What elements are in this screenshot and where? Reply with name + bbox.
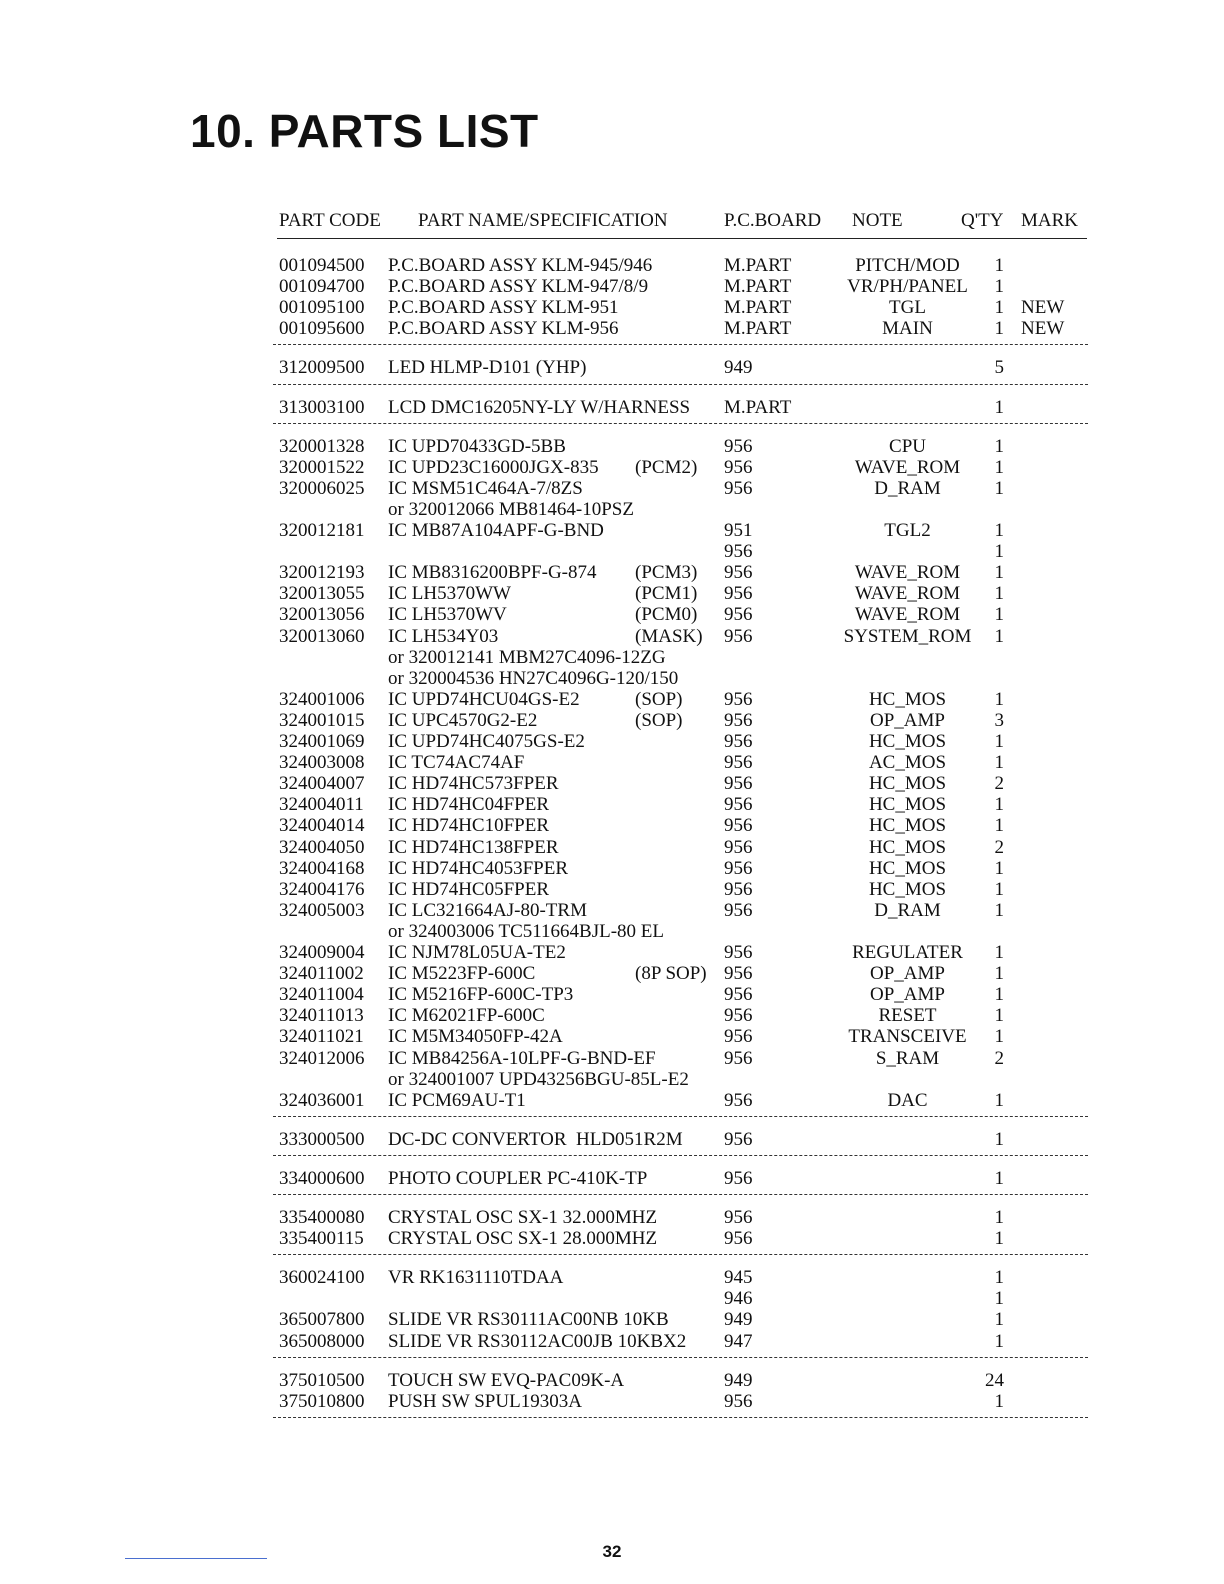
part-name: or 320004536 HN27C4096G-120/150	[388, 667, 679, 689]
part-code: 324004011	[279, 794, 364, 816]
part-code: 324004176	[279, 878, 365, 900]
table-row	[0, 457, 1224, 478]
part-name: IC M5M34050FP-42A	[388, 1026, 563, 1048]
table-row	[0, 318, 1224, 339]
pc-board: 956	[724, 688, 753, 710]
table-row	[0, 604, 1224, 625]
pc-board: 956	[724, 604, 753, 626]
part-code: 324011013	[279, 1005, 364, 1027]
part-name: IC MB87A104APF-G-BND	[388, 520, 604, 541]
part-name: IC HD74HC10FPER	[388, 815, 549, 837]
part-name: IC HD74HC04FPER	[388, 794, 549, 816]
table-row	[0, 1048, 1224, 1069]
pc-board: 956	[724, 1390, 753, 1412]
table-row	[0, 921, 1224, 942]
part-name: CRYSTAL OSC SX-1 32.000MHZ	[388, 1207, 658, 1228]
part-name: IC M62021FP-600C	[388, 1005, 545, 1027]
section-divider	[273, 1417, 1088, 1418]
header-part-name: PART NAME/SPECIFICATION	[418, 210, 668, 231]
qty: 2	[994, 1047, 1004, 1069]
table-row	[0, 1090, 1224, 1111]
qty: 3	[994, 709, 1004, 731]
qty: 1	[994, 1026, 1004, 1048]
part-code: 324001015	[279, 709, 365, 731]
qty: 5	[994, 357, 1004, 379]
footer-link-line	[125, 1558, 267, 1559]
part-code: 324004168	[279, 857, 365, 879]
pc-board: 956	[724, 456, 753, 478]
table-row	[0, 858, 1224, 879]
note: HC_MOS	[868, 857, 947, 879]
qty: 1	[994, 604, 1004, 626]
note: RESET	[878, 1005, 937, 1027]
pc-board: 956	[724, 815, 753, 837]
part-name: or 324003006 TC511664BJL-80 EL	[388, 920, 665, 942]
note: TGL	[889, 297, 926, 319]
qty: 1	[994, 1330, 1004, 1352]
pc-board: 956	[724, 625, 753, 647]
part-code: 324003008	[279, 752, 365, 774]
part-code: 324004007	[279, 773, 365, 795]
part-code: 324011002	[279, 963, 364, 985]
part-code: 320012193	[279, 562, 365, 584]
table-row	[0, 1228, 1224, 1249]
table-row	[0, 794, 1224, 815]
qty: 1	[994, 963, 1004, 985]
note: WAVE_ROM	[854, 583, 961, 605]
qty: 1	[994, 1128, 1004, 1150]
qty: 1	[994, 899, 1004, 921]
pc-board: 947	[724, 1330, 753, 1352]
part-name: or 324001007 UPD43256BGU-85L-E2	[388, 1068, 689, 1090]
part-code: 324005003	[279, 899, 365, 921]
table-row	[0, 1288, 1224, 1309]
pc-board: 956	[724, 836, 753, 858]
pc-board: 956	[724, 752, 753, 774]
part-code: 001095100	[279, 297, 365, 319]
table-row	[0, 397, 1224, 418]
page-number: 32	[602, 1542, 622, 1561]
note: HC_MOS	[868, 878, 947, 900]
note: HC_MOS	[868, 836, 947, 858]
table-row	[0, 1267, 1224, 1288]
note: VR/PH/PANEL	[847, 276, 968, 298]
part-name: IC UPD74HCU04GS-E2	[388, 688, 580, 710]
qty: 1	[994, 396, 1004, 418]
table-row	[0, 583, 1224, 604]
part-name: IC HD74HC4053FPER	[388, 857, 568, 879]
qty: 1	[994, 255, 1004, 276]
table-row	[0, 1026, 1224, 1047]
part-spec: (PCM2)	[635, 456, 698, 478]
part-name: IC NJM78L05UA-TE2	[388, 942, 566, 963]
part-code: 001094700	[279, 276, 365, 298]
header-qty: Q'TY	[961, 210, 1004, 231]
note: HC_MOS	[868, 794, 947, 816]
table-row	[0, 562, 1224, 583]
note: HC_MOS	[868, 773, 947, 795]
note: CPU	[889, 435, 926, 457]
part-name: SLIDE VR RS30111AC00NB 10KB	[388, 1309, 669, 1331]
pc-board: 956	[724, 709, 753, 731]
part-name: IC M5223FP-600C	[388, 963, 536, 985]
table-row	[0, 297, 1224, 318]
qty: 1	[994, 688, 1004, 710]
qty: 1	[994, 456, 1004, 478]
section-divider	[273, 423, 1088, 424]
part-name: IC TC74AC74AF	[388, 752, 525, 774]
table-row	[0, 499, 1224, 520]
part-code: 320013056	[279, 604, 365, 626]
table-row	[0, 1391, 1224, 1412]
part-name: LED HLMP-D101 (YHP)	[388, 357, 587, 379]
part-name: IC LH534Y03	[388, 625, 499, 647]
pc-board: 951	[724, 520, 753, 541]
table-row	[0, 276, 1224, 297]
pc-board: 956	[724, 773, 753, 795]
part-code: 335400080	[279, 1207, 365, 1228]
part-code: 375010800	[279, 1390, 365, 1412]
section-divider	[273, 344, 1088, 345]
part-code: 313003100	[279, 396, 365, 418]
pc-board: 956	[724, 1207, 753, 1228]
part-code: 324036001	[279, 1089, 365, 1111]
section-divider	[273, 1194, 1088, 1195]
part-spec: (MASK)	[635, 625, 703, 647]
qty: 1	[994, 520, 1004, 541]
part-name: PUSH SW SPUL19303A	[388, 1390, 582, 1412]
note: WAVE_ROM	[854, 604, 961, 626]
part-code: 320001522	[279, 456, 365, 478]
note: MAIN	[882, 318, 933, 340]
table-row	[0, 626, 1224, 647]
part-name: IC MB8316200BPF-G-874	[388, 562, 597, 584]
part-name: IC UPD23C16000JGX-835	[388, 456, 599, 478]
qty: 1	[994, 1267, 1004, 1289]
part-name: IC MB84256A-10LPF-G-BND-EF	[388, 1047, 656, 1069]
part-code: 320006025	[279, 477, 365, 499]
qty: 1	[994, 477, 1004, 499]
table-row	[0, 900, 1224, 921]
table-row	[0, 255, 1224, 276]
pc-board: 956	[724, 1047, 753, 1069]
qty: 1	[994, 297, 1004, 319]
note: OP_AMP	[870, 984, 945, 1006]
qty: 1	[994, 541, 1004, 563]
part-spec: (PCM3)	[635, 562, 698, 584]
part-code: 360024100	[279, 1267, 365, 1289]
qty: 1	[994, 731, 1004, 752]
part-name: IC LH5370WW	[388, 583, 511, 605]
part-name: TOUCH SW EVQ-PAC09K-A	[388, 1369, 625, 1391]
pc-board: 946	[724, 1288, 753, 1310]
part-name: PHOTO COUPLER PC-410K-TP	[388, 1167, 648, 1189]
part-code: 335400115	[279, 1228, 364, 1250]
part-name: or 320012141 MBM27C4096-12ZG	[388, 646, 666, 668]
note: D_RAM	[874, 899, 941, 921]
pc-board: 956	[724, 583, 753, 605]
section-divider	[273, 384, 1088, 385]
part-name: IC UPC4570G2-E2	[388, 709, 538, 731]
part-name: IC HD74HC05FPER	[388, 878, 549, 900]
mark: NEW	[1021, 318, 1065, 340]
note: DAC	[887, 1089, 928, 1111]
table-row	[0, 963, 1224, 984]
note: SYSTEM_ROM	[843, 625, 972, 647]
qty: 1	[994, 752, 1004, 774]
part-name: VR RK1631110TDAA	[388, 1267, 564, 1289]
part-code: 001095600	[279, 318, 365, 340]
part-code: 375010500	[279, 1369, 365, 1391]
part-spec: (8P SOP)	[635, 963, 707, 985]
part-code: 320012181	[279, 520, 365, 541]
table-row	[0, 710, 1224, 731]
pc-board: 956	[724, 899, 753, 921]
part-name: IC PCM69AU-T1	[388, 1089, 526, 1111]
part-code: 312009500	[279, 357, 365, 379]
note: HC_MOS	[868, 815, 947, 837]
part-code: 324009004	[279, 942, 365, 963]
qty: 1	[994, 1309, 1004, 1331]
qty: 2	[994, 773, 1004, 795]
pc-board: 956	[724, 477, 753, 499]
table-row	[0, 1309, 1224, 1330]
header-note: NOTE	[852, 210, 903, 231]
table-row	[0, 1168, 1224, 1189]
part-spec: (PCM0)	[635, 604, 698, 626]
note: S_RAM	[875, 1047, 940, 1069]
pc-board: 956	[724, 984, 753, 1006]
part-name: IC LH5370WV	[388, 604, 507, 626]
table-row	[0, 541, 1224, 562]
table-row	[0, 815, 1224, 836]
part-code: 324004050	[279, 836, 365, 858]
table-row	[0, 837, 1224, 858]
qty: 1	[994, 583, 1004, 605]
table-row	[0, 1370, 1224, 1391]
part-name: IC UPD70433GD-5BB	[388, 435, 566, 457]
header-pc-board: P.C.BOARD	[724, 210, 822, 231]
note: WAVE_ROM	[854, 456, 961, 478]
part-spec: (PCM1)	[635, 583, 698, 605]
pc-board: 956	[724, 731, 753, 752]
section-divider	[273, 1116, 1088, 1117]
note: OP_AMP	[870, 709, 945, 731]
table-row	[0, 879, 1224, 900]
table-row	[0, 942, 1224, 963]
header-mark: MARK	[1021, 210, 1079, 231]
pc-board: 956	[724, 541, 753, 563]
note: HC_MOS	[868, 688, 947, 710]
note: OP_AMP	[870, 963, 945, 985]
part-spec: (SOP)	[635, 688, 683, 710]
header-part-code: PART CODE	[279, 210, 381, 231]
qty: 1	[994, 1288, 1004, 1310]
part-name: IC M5216FP-600C-TP3	[388, 984, 574, 1006]
pc-board: 949	[724, 357, 753, 379]
part-name: P.C.BOARD ASSY KLM-951	[388, 297, 619, 319]
table-row	[0, 478, 1224, 499]
pc-board: M.PART	[724, 255, 792, 276]
part-name: P.C.BOARD ASSY KLM-956	[388, 318, 619, 340]
section-divider	[273, 1254, 1088, 1255]
pc-board: 956	[724, 1089, 753, 1111]
table-row	[0, 520, 1224, 541]
qty: 1	[994, 1167, 1004, 1189]
part-code: 334000600	[279, 1167, 365, 1189]
pc-board: 956	[724, 435, 753, 457]
pc-board: 956	[724, 857, 753, 879]
qty: 1	[994, 1228, 1004, 1250]
part-name: IC LC321664AJ-80-TRM	[388, 899, 587, 921]
qty: 1	[994, 625, 1004, 647]
qty: 1	[994, 562, 1004, 584]
part-code: 365008000	[279, 1330, 365, 1352]
table-row	[0, 1129, 1224, 1150]
note: D_RAM	[874, 477, 941, 499]
qty: 1	[994, 318, 1004, 340]
table-row	[0, 752, 1224, 773]
table-row	[0, 773, 1224, 794]
part-code: 324012006	[279, 1047, 365, 1069]
table-row	[0, 436, 1224, 457]
part-code: 324001069	[279, 731, 365, 752]
part-name: P.C.BOARD ASSY KLM-945/946	[388, 255, 653, 276]
part-code: 324004014	[279, 815, 365, 837]
pc-board: 956	[724, 1026, 753, 1048]
qty: 1	[994, 984, 1004, 1006]
pc-board: 949	[724, 1369, 753, 1391]
pc-board: 945	[724, 1267, 753, 1289]
part-code: 320013055	[279, 583, 365, 605]
note: PITCH/MOD	[855, 255, 960, 276]
note: AC_MOS	[868, 752, 947, 774]
page-title: 10. PARTS LIST	[190, 105, 539, 157]
part-code: 320001328	[279, 435, 365, 457]
pc-board: 956	[724, 1228, 753, 1250]
note: TRANSCEIVE	[848, 1026, 967, 1048]
part-name: IC MSM51C464A-7/8ZS	[388, 477, 583, 499]
qty: 1	[994, 1089, 1004, 1111]
part-code: 324001006	[279, 688, 365, 710]
pc-board: 956	[724, 1128, 753, 1150]
table-row	[0, 1069, 1224, 1090]
pc-board: M.PART	[724, 276, 792, 298]
note: HC_MOS	[868, 731, 947, 752]
part-code: 324011021	[279, 1026, 364, 1048]
pc-board: 956	[724, 878, 753, 900]
part-code: 001094500	[279, 255, 365, 276]
part-name: IC HD74HC138FPER	[388, 836, 559, 858]
part-name: LCD DMC16205NY-LY W/HARNESS	[388, 396, 691, 418]
part-name: or 320012066 MB81464-10PSZ	[388, 498, 634, 520]
pc-board: 956	[724, 1167, 753, 1189]
part-name: SLIDE VR RS30112AC00JB 10KBX2	[388, 1330, 687, 1352]
qty: 1	[994, 1207, 1004, 1228]
table-row	[0, 689, 1224, 710]
pc-board: M.PART	[724, 318, 792, 340]
part-spec: (SOP)	[635, 709, 683, 731]
pc-board: 956	[724, 963, 753, 985]
part-code: 333000500	[279, 1128, 365, 1150]
pc-board: M.PART	[724, 396, 792, 418]
qty: 1	[994, 878, 1004, 900]
table-row	[0, 357, 1224, 378]
pc-board: 949	[724, 1309, 753, 1331]
table-row	[0, 668, 1224, 689]
mark: NEW	[1021, 297, 1065, 319]
part-name: CRYSTAL OSC SX-1 28.000MHZ	[388, 1228, 658, 1250]
section-divider	[273, 1155, 1088, 1156]
qty: 1	[994, 1390, 1004, 1412]
pc-board: 956	[724, 562, 753, 584]
pc-board: 956	[724, 1005, 753, 1027]
qty: 2	[994, 836, 1004, 858]
part-code: 324011004	[279, 984, 364, 1006]
table-row	[0, 1005, 1224, 1026]
qty: 1	[994, 857, 1004, 879]
pc-board: M.PART	[724, 297, 792, 319]
section-divider	[273, 1357, 1088, 1358]
table-row	[0, 647, 1224, 668]
table-row	[0, 1331, 1224, 1352]
part-name: IC UPD74HC4075GS-E2	[388, 731, 585, 752]
qty: 1	[994, 942, 1004, 963]
qty: 1	[994, 794, 1004, 816]
qty: 24	[985, 1369, 1004, 1391]
qty: 1	[994, 815, 1004, 837]
part-name: P.C.BOARD ASSY KLM-947/8/9	[388, 276, 649, 298]
table-row	[0, 731, 1224, 752]
pc-board: 956	[724, 794, 753, 816]
qty: 1	[994, 276, 1004, 298]
note: WAVE_ROM	[854, 562, 961, 584]
table-row	[0, 984, 1224, 1005]
note: REGULATER	[852, 942, 963, 963]
part-code: 365007800	[279, 1309, 365, 1331]
part-name: DC-DC CONVERTOR HLD051R2M	[388, 1128, 683, 1150]
note: TGL2	[884, 520, 931, 541]
part-code: 320013060	[279, 625, 365, 647]
qty: 1	[994, 1005, 1004, 1027]
part-name: IC HD74HC573FPER	[388, 773, 559, 795]
table-row	[0, 1207, 1224, 1228]
pc-board: 956	[724, 942, 753, 963]
qty: 1	[994, 435, 1004, 457]
